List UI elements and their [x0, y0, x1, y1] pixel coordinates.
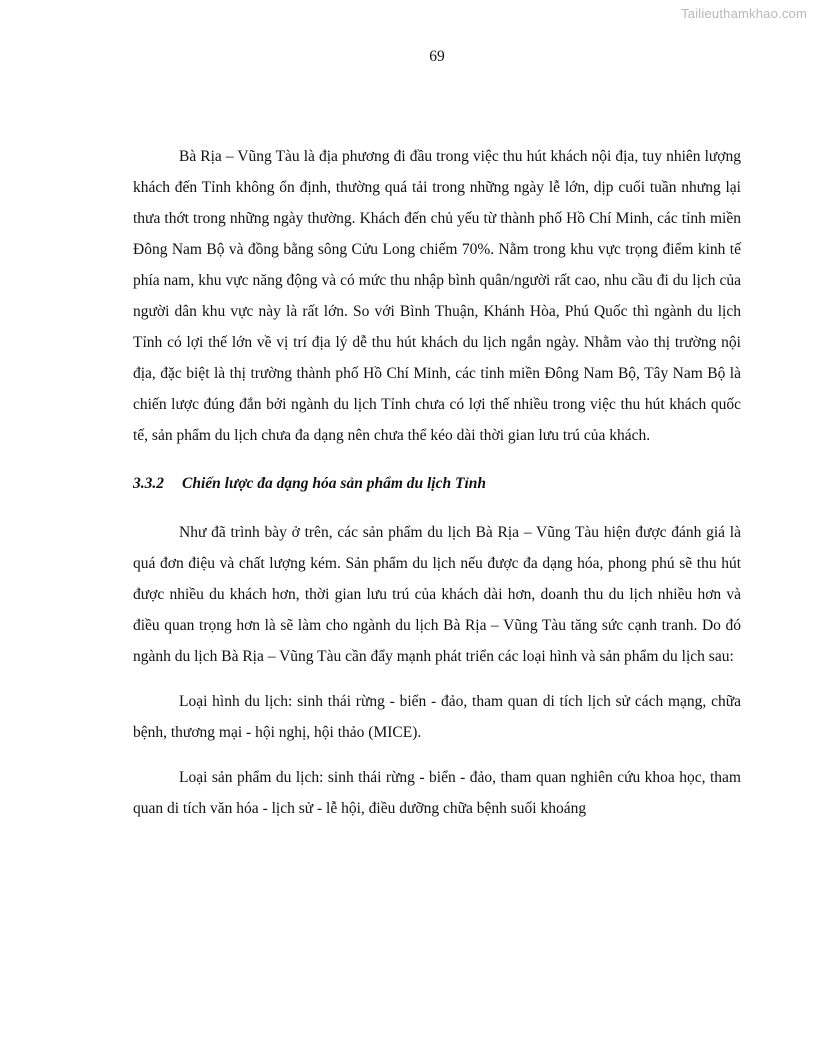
- paragraph: Loại hình du lịch: sinh thái rừng - biển - đảo, tham quan di tích lịch sử cách mạng, chữa bệnh, thương mại - hội nghị, hội thảo (MICE).: [133, 693, 741, 741]
- paragraph: Loại sản phẩm du lịch: sinh thái rừng - biển - đảo, tham quan nghiên cứu khoa học, tham quan di tích văn hóa - lịch sử - lễ hội, điều dưỡng chữa bệnh suối khoáng: [133, 769, 741, 817]
- paragraph: Như đã trình bày ở trên, các sản phẩm du lịch Bà Rịa – Vũng Tàu hiện được đánh giá là quá đơn điệu và chất lượng kém. Sản phẩm du lịch nếu được đa dạng hóa, phong phú sẽ thu hút được nhiều du khách hơn, thời gian lưu trú của khách dài hơn, doanh thu du lịch nhiều hơn và điều quan trọng hơn là sẽ làm cho ngành du lịch Bà Rịa – Vũng Tàu tăng sức cạnh tranh. Do đó ngành du lịch Bà Rịa – Vũng Tàu cần đẩy mạnh phát triển các loại hình và sản phẩm du lịch sau:: [133, 524, 741, 665]
- section-number: 3.3.2: [133, 475, 164, 492]
- page-number: 69: [429, 48, 445, 65]
- section-title: Chiến lược đa dạng hóa sản phẩm du lịch Tỉnh: [182, 475, 486, 492]
- watermark-text: Tailieuthamkhao.com: [681, 6, 807, 21]
- document-body: [133, 141, 741, 824]
- section-heading: [133, 469, 741, 499]
- paragraph: Bà Rịa – Vũng Tàu là địa phương đi đầu trong việc thu hút khách nội địa, tuy nhiên lượng khách đến Tỉnh không ổn định, thường quá tải trong những ngày lễ lớn, dịp cuối tuần nhưng lại thưa thớt trong những ngày thường. Khách đến chủ yếu từ thành phố Hồ Chí Minh, các tỉnh miền Đông Nam Bộ và đồng bằng sông Cửu Long chiếm 70%. Nằm trong khu vực trọng điểm kinh tế phía nam, khu vực năng động và có mức thu nhập bình quân/người rất cao, nhu cầu đi du lịch của người dân khu vực này là rất lớn. So với Bình Thuận, Khánh Hòa, Phú Quốc thì ngành du lịch Tỉnh có lợi thế lớn về vị trí địa lý dễ thu hút khách du lịch ngắn ngày. Nhằm vào thị trường nội địa, đặc biệt là thị trường thành phố Hồ Chí Minh, các tỉnh miền Đông Nam Bộ, Tây Nam Bộ là chiến lược đúng đắn bởi ngành du lịch Tỉnh chưa có lợi thế nhiều trong việc thu hút khách quốc tế, sản phẩm du lịch chưa đa dạng nên chưa thể kéo dài thời gian lưu trú của khách.: [133, 148, 741, 444]
